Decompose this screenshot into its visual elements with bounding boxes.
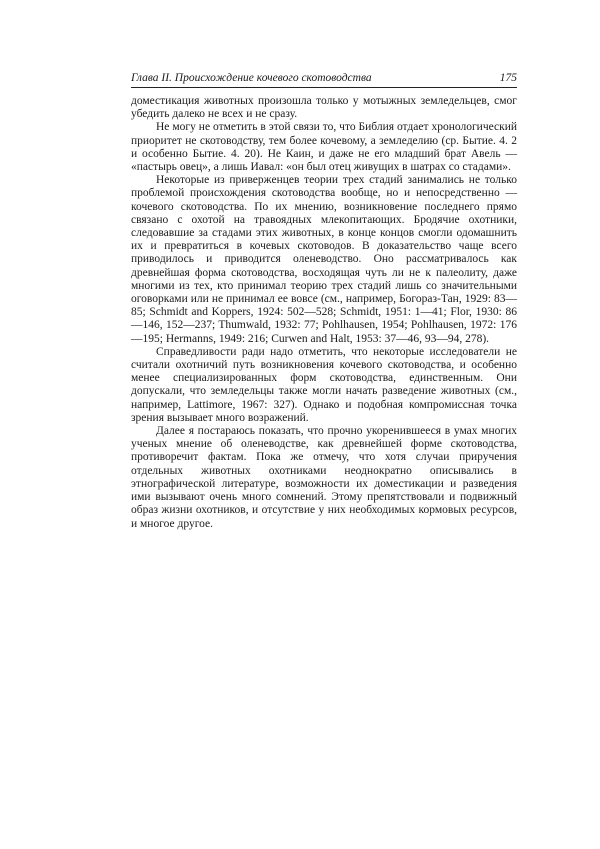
- chapter-title: Глава II. Происхождение кочевого скотоводства: [131, 72, 372, 84]
- paragraph-three-stages: Некоторые из приверженцев теории трех стадий занимались не только проблемой происхождения скотоводства вообще, но и непосредственно — кочевого скотоводства. По их мнению, возникновение последнего прямо связано с охотой на травоядных млекопитающих. Бродячие охотники, следовавшие за стадами этих животных, в конце концов смогли одомашнить их и превратиться в кочевых скотоводов. В доказательство чаще всего приводилось и приводится оленеводство. Оно рассматривалось как древнейшая форма скотоводства, восходящая чуть ли не к палеолиту, даже многими из тех, кто принимал теорию трех стадий лишь со значительными оговорками или не принимал ее вовсе (см., например, Богораз-Тан, 1929: 83—85; Schmidt and Koppers, 1924: 502—528; Schmidt, 1951: 1—41; Flor, 1930: 86—146, 152—237; Thumwald, 1932: 77; Pohlhausen, 1954; Pohlhausen, 1972: 176—195; Hermanns, 1949: 216; Curwen and Halt, 1953: 37—46, 93—94, 278).: [131, 174, 517, 345]
- paragraph-reindeer: Далее я постараюсь показать, что прочно укоренившееся в умах многих ученых мнение об оленеводстве, как древнейшей форме скотоводства, противоречит фактам. Пока же отмечу, что хотя случаи приручения отдельных животных охотниками неоднократно описывались в этнографической литературе, возможности их доместикации и разведения ими вызывают очень много сомнений. Этому препятствовали и подвижный образ жизни охотников, и отсутствие у них необходимых кормовых ресурсов, и многое другое.: [131, 425, 517, 530]
- paragraph-bible: Не могу не отметить в этой связи то, что Библия отдает хронологический приоритет не скотоводству, тем более кочевому, а земледелию (ср. Бытие. 4. 2 и особенно Бытие. 4. 20). Не Каин, и даже не его младший брат Авель — «пастырь овец», а лишь Иавал: «он был отец живущих в шатрах со стадами».: [131, 121, 517, 174]
- page-number: 175: [499, 72, 517, 84]
- paragraph-continuation: доместикация животных произошла только у мотыжных земледельцев, смог убедить далеко не всех и не сразу.: [131, 95, 517, 121]
- running-header: [131, 70, 517, 88]
- body-text: [131, 95, 517, 531]
- paragraph-fairness: Справедливости ради надо отметить, что некоторые исследователи не считали охотничий путь возникновения кочевого скотоводства, и особенно менее специализированных форм скотоводства, единственным. Они допускали, что земледельцы также могли начать разведение животных (см., например, Lattimore, 1967: 327). Однако и подобная компромиссная точка зрения вызывает много возражений.: [131, 345, 517, 424]
